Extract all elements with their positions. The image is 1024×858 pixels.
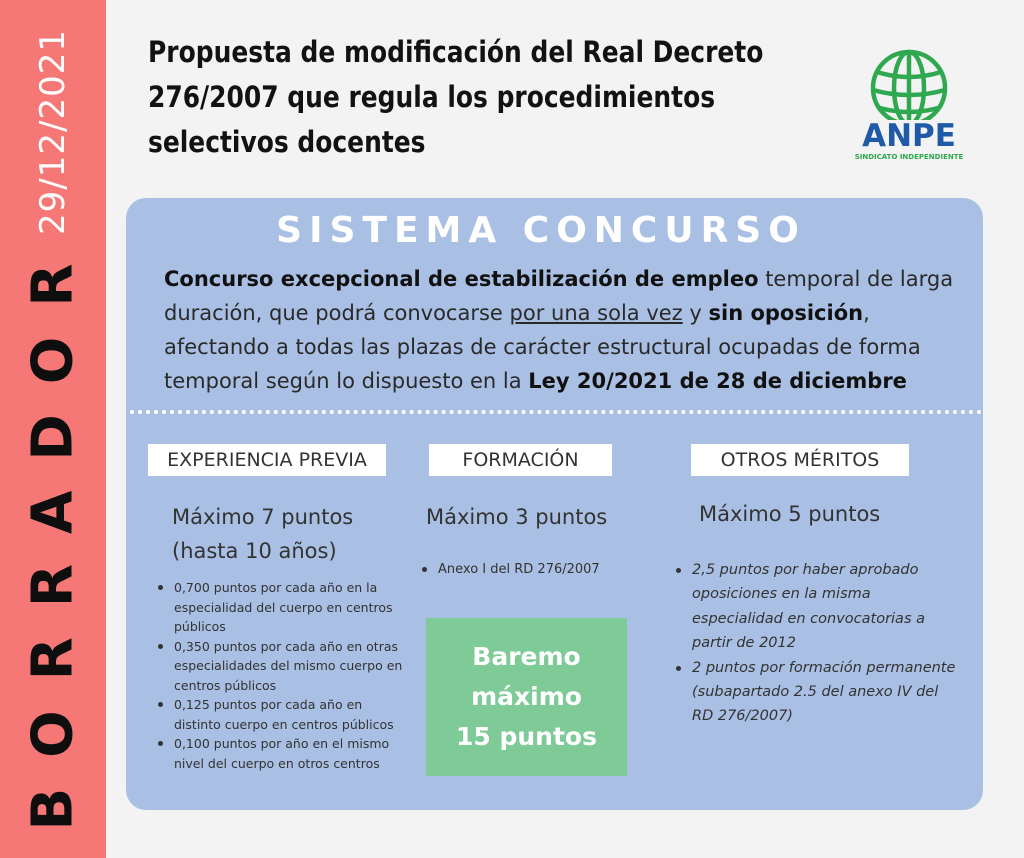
formacion-item: Anexo I del RD 276/2007 — [418, 560, 638, 580]
intro-bold-3: Ley 20/2021 de 28 de diciembre — [528, 369, 907, 393]
formacion-list — [418, 560, 638, 580]
experiencia-max-line-2: (hasta 10 años) — [172, 539, 337, 563]
draft-date: 29/12/2021 — [33, 29, 73, 235]
experiencia-list — [154, 578, 409, 773]
experiencia-item: 0,125 puntos por cada año en distinto cuerpo en centros públicos — [154, 695, 409, 734]
intro-bold-2: sin oposición — [708, 301, 864, 325]
otros-label: OTROS MÉRITOS — [691, 444, 909, 476]
baremo-line-3: 15 puntos — [456, 722, 597, 751]
otros-list — [672, 558, 962, 729]
experiencia-item: 0,700 puntos por cada año en la especialidad del cuerpo en centros públicos — [154, 578, 409, 637]
title-line-1: Propuesta de modificación del Real Decreto — [148, 35, 764, 69]
draft-watermark: BORRADOR — [20, 233, 86, 831]
intro-text-1: temporal de larga duración, que podrá convocarse — [164, 267, 954, 325]
baremo-line-2: máximo — [471, 682, 582, 711]
otros-item: 2 puntos por formación permanente (subapartado 2.5 del anexo IV del RD 276/2007) — [672, 656, 962, 729]
title-line-3: selectivos docentes — [148, 125, 426, 159]
baremo-line-1: Baremo — [472, 642, 581, 671]
title-line-2: 276/2007 que regula los procedimientos — [148, 80, 716, 114]
experiencia-max — [172, 500, 353, 568]
intro-underlined: por una sola vez — [509, 301, 683, 325]
sidebar — [0, 0, 106, 858]
intro-paragraph — [164, 262, 964, 398]
otros-max: Máximo 5 puntos — [699, 502, 881, 526]
page-title — [148, 30, 836, 165]
experiencia-item: 0,350 puntos por cada año en otras especialidades del mismo cuerpo en centros públicos — [154, 637, 409, 696]
formacion-label: FORMACIÓN — [429, 444, 612, 476]
logo-subtitle: SINDICATO INDEPENDIENTE — [854, 153, 964, 161]
formacion-max: Máximo 3 puntos — [426, 505, 608, 529]
intro-text-3: , afectando a todas las plazas de carácter estructural ocupadas de forma temporal según lo dispuesto en la — [164, 301, 921, 393]
otros-item: 2,5 puntos por haber aprobado oposiciones en la misma especialidad en convocatorias a partir de 2012 — [672, 558, 962, 656]
logo-name: ANPE — [862, 118, 956, 154]
experiencia-item: 0,100 puntos por año en el mismo nivel del cuerpo en otros centros — [154, 734, 409, 773]
dotted-divider — [130, 410, 982, 414]
baremo-box — [426, 618, 627, 776]
intro-text-2: y — [682, 301, 709, 325]
anpe-logo — [848, 46, 970, 164]
experiencia-max-line-1: Máximo 7 puntos — [172, 505, 354, 529]
experiencia-label: EXPERIENCIA PREVIA — [148, 444, 386, 476]
intro-bold-1: Concurso excepcional de estabilización de empleo — [164, 267, 759, 291]
card-heading: SISTEMA CONCURSO — [276, 210, 806, 251]
